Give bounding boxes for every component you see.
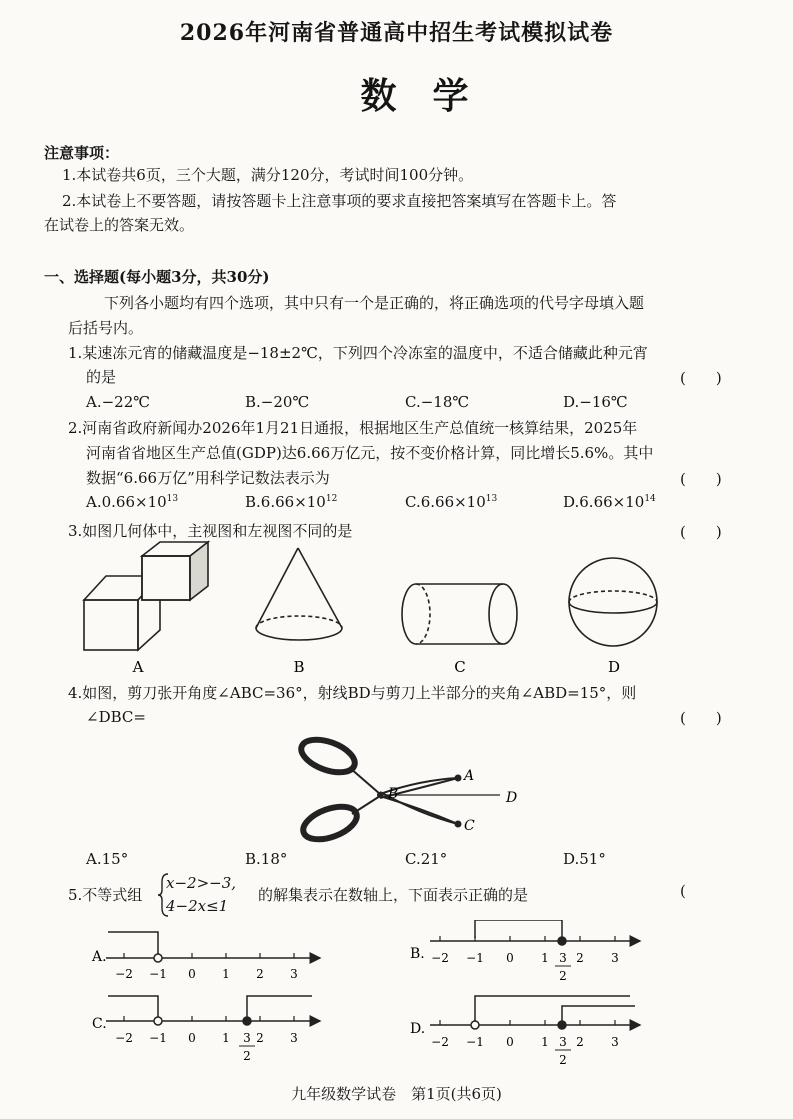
cylinder-figure (402, 584, 517, 644)
q4-option-b: B.18° (245, 850, 288, 868)
q2-option-b: $B.6.66\times 10^{12}$ (245, 493, 338, 511)
q3-label-c: C (454, 658, 466, 676)
c-tick-2: 2 (256, 1031, 264, 1045)
d-tick-2: 2 (576, 1035, 584, 1049)
q1-answer-paren: ( ) (680, 369, 722, 387)
number-line-a (106, 932, 320, 962)
page-footer: 九年级数学试卷 第1页(共6页) (291, 1085, 502, 1103)
q2-stem-cont-1: 河南省省地区生产总值(GDP)达6.66万亿元，按不变价格计算，同比增长5.6%。其中 (86, 444, 654, 462)
d-tick-3: 3 (611, 1035, 619, 1049)
q4-stem: 4.如图，剪刀张开角度∠ABC=36°，射线BD与剪刀上半部分的夹角∠ABD=15°，则 (68, 684, 637, 702)
q5-answer-paren: ( (680, 882, 686, 900)
number-line-b (430, 920, 640, 945)
c-tick-neg2: −2 (115, 1031, 133, 1045)
notice-item-2: 2.本试卷上不要答题，请按答题卡上注意事项的要求直接把答案填写在答题卡上。答 (62, 192, 617, 210)
q2-stem-cont-2: 数据“6.66万亿”用科学记数法表示为 (86, 469, 330, 487)
a-tick-0: 0 (188, 967, 196, 981)
q2-option-d: $D.6.66\times 10^{14}$ (563, 493, 656, 511)
pivot-point (377, 792, 383, 798)
q5-stem-suffix: 的解集表示在数轴上，下面表示正确的是 (258, 886, 529, 904)
q1-option-c: C.−18℃ (405, 393, 470, 411)
label-b: B (388, 786, 399, 802)
c-tick-1: 1 (222, 1031, 230, 1045)
c-tick-neg1: −1 (149, 1031, 167, 1045)
c-frac-num: 3 (243, 1031, 251, 1045)
c-tick-0: 0 (188, 1031, 196, 1045)
q3-label-d: D (607, 658, 621, 676)
d-frac-num: 3 (559, 1035, 567, 1049)
d-tick-neg1: −1 (466, 1035, 484, 1049)
q2-option-a: $A.0.66\times 10^{13}$ (86, 493, 179, 511)
d-tick-0: 0 (506, 1035, 514, 1049)
q5-prefix: 5.不等式组 (68, 886, 143, 904)
q1-stem-cont: 的是 (86, 368, 117, 386)
b-frac-num: 3 (559, 951, 567, 965)
cubes-figure (84, 542, 208, 650)
q4-stem-cont: ∠DBC= (86, 708, 146, 726)
q3-answer-paren: ( ) (680, 523, 722, 541)
b-frac-den: 2 (559, 969, 567, 983)
q2-option-c: $C.6.66\times 10^{13}$ (405, 493, 498, 511)
c-tick-3: 3 (290, 1031, 298, 1045)
line-d-letter: D. (410, 1021, 426, 1037)
scissors-figure (0, 728, 793, 848)
exam-title: 2026年河南省普通高中招生考试模拟试卷 (179, 20, 614, 46)
a-tick-1: 1 (222, 967, 230, 981)
sphere-figure (569, 558, 657, 646)
q3-figures (0, 540, 793, 680)
label-a: A (464, 768, 475, 784)
cone-figure (256, 548, 342, 640)
d-tick-1: 1 (541, 1035, 549, 1049)
label-c: C (464, 818, 475, 834)
c-frac-den: 2 (243, 1049, 251, 1063)
q5-inequality-2: 4−2x≤1 (166, 897, 229, 915)
q2-answer-paren: ( ) (680, 470, 722, 488)
notice-item-1: 1.本试卷共6页，三个大题，满分120分，考试时间100分钟。 (62, 166, 474, 184)
number-line-d (430, 996, 640, 1029)
b-tick-2: 2 (576, 951, 584, 965)
q1-option-b: B.−20℃ (245, 393, 310, 411)
section-intro: 下列各小题均有四个选项，其中只有一个是正确的，将正确选项的代号字母填入题 (104, 294, 645, 312)
b-tick-0: 0 (506, 951, 514, 965)
d-frac-den: 2 (559, 1053, 567, 1067)
q2-stem: 2.河南省政府新闻办2026年1月21日通报，根据地区生产总值统一核算结果，2025年 (68, 419, 638, 437)
notice-heading: 注意事项： (44, 144, 120, 162)
q1-option-d: D.−16℃ (563, 393, 628, 411)
q4-option-d: D.51° (563, 850, 606, 868)
q1-option-a: A.−22℃ (86, 393, 151, 411)
q1-stem: 1.某速冻元宵的储藏温度是−18±2℃，下列四个冷冻室的温度中，不适合储藏此种元宵 (68, 344, 648, 362)
line-c-letter: C. (92, 1016, 107, 1032)
a-tick-2: 2 (256, 967, 264, 981)
b-tick-neg2: −2 (431, 951, 449, 965)
q5-number-lines (0, 920, 793, 1080)
b-tick-1: 1 (541, 951, 549, 965)
q3-label-a: A (132, 658, 144, 676)
q4-answer-paren: ( ) (680, 709, 722, 727)
q5-inequality-1: x−2>−3, (166, 874, 237, 892)
subject-title: 数学 (360, 75, 505, 117)
section-intro-cont: 后括号内。 (68, 319, 144, 337)
point-c (455, 821, 462, 828)
q3-stem: 3.如图几何体中，主视图和左视图不同的是 (68, 522, 353, 540)
a-tick-neg2: −2 (115, 967, 133, 981)
a-tick-neg1: −1 (149, 967, 167, 981)
b-tick-neg1: −1 (466, 951, 484, 965)
a-tick-3: 3 (290, 967, 298, 981)
point-a (455, 775, 462, 782)
label-d: D (506, 790, 518, 806)
q4-option-a: A.15° (86, 850, 129, 868)
line-b-letter: B. (410, 946, 425, 962)
q4-option-c: C.21° (405, 850, 448, 868)
line-a-letter: A. (92, 949, 107, 965)
b-tick-3: 3 (611, 951, 619, 965)
q3-label-b: B (293, 658, 305, 676)
section-heading: 一、选择题(每小题3分，共30分) (44, 268, 270, 286)
number-line-c (106, 996, 320, 1025)
d-tick-neg2: −2 (431, 1035, 449, 1049)
notice-item-2-cont: 在试卷上的答案无效。 (44, 216, 195, 234)
